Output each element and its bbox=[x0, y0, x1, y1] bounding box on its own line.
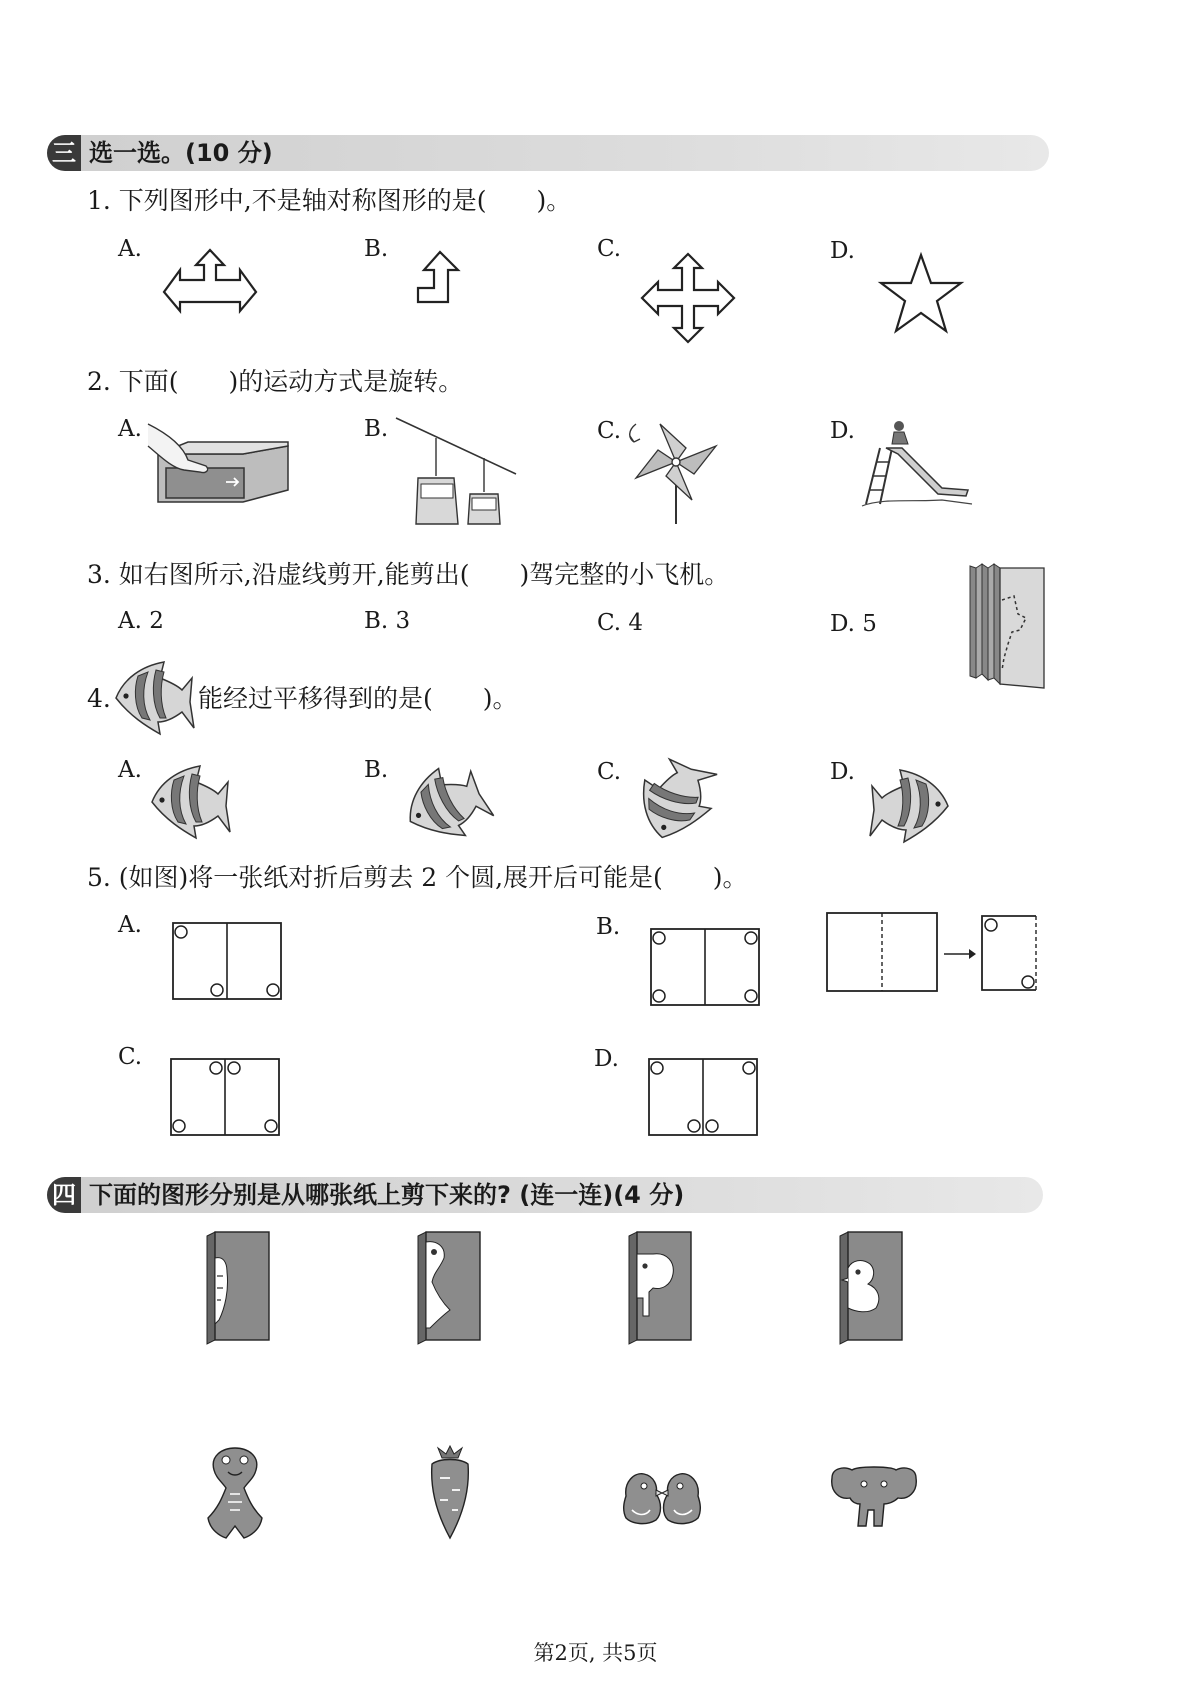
section-4-number: 四 bbox=[47, 1177, 81, 1213]
angelfish-option-a-icon bbox=[148, 760, 230, 840]
q3-option-b[interactable]: B. 3 bbox=[364, 608, 411, 634]
carrot-cutout[interactable] bbox=[426, 1446, 474, 1540]
q4-option-d[interactable]: D. bbox=[830, 759, 855, 785]
folded-paper-chick[interactable] bbox=[838, 1232, 904, 1344]
folded-paper-stack-icon bbox=[968, 560, 1046, 690]
three-way-arrow-icon bbox=[162, 248, 258, 314]
q2-option-a[interactable]: A. bbox=[118, 416, 142, 442]
q5-option-d[interactable]: D. bbox=[594, 1046, 619, 1072]
section-4-header bbox=[47, 1177, 1043, 1213]
angelfish-option-c-icon bbox=[632, 762, 714, 842]
q1-option-d[interactable]: D. bbox=[830, 238, 855, 264]
section-3-number: 三 bbox=[47, 135, 81, 171]
q1-option-c[interactable]: C. bbox=[597, 236, 622, 262]
folded-paper-goldfish[interactable] bbox=[416, 1232, 482, 1344]
q3-option-a[interactable]: A. 2 bbox=[118, 608, 164, 634]
q3-option-c[interactable]: C. 4 bbox=[597, 610, 644, 636]
section-3-header bbox=[47, 135, 1049, 171]
section-4-title: 下面的图形分别是从哪张纸上剪下来的? (连一连)(4 分) bbox=[89, 1181, 685, 1209]
q1-option-b[interactable]: B. bbox=[364, 236, 389, 262]
four-way-arrow-icon bbox=[640, 252, 736, 344]
q4-option-b[interactable]: B. bbox=[364, 757, 389, 783]
q2-option-b[interactable]: B. bbox=[364, 416, 389, 442]
paper-b-figure bbox=[650, 928, 760, 1006]
q3-option-d[interactable]: D. 5 bbox=[830, 611, 877, 637]
bent-arrow-icon bbox=[414, 250, 464, 306]
q4-option-a[interactable]: A. bbox=[118, 757, 142, 783]
folded-paper-elephant[interactable] bbox=[627, 1232, 693, 1344]
angelfish-reference-icon bbox=[112, 656, 194, 736]
q5-option-a[interactable]: A. bbox=[118, 912, 142, 938]
question-1: 1. 下列图形中,不是轴对称图形的是( )。 bbox=[87, 186, 572, 215]
slide-icon bbox=[862, 418, 972, 508]
goldfish-cutout[interactable] bbox=[204, 1446, 266, 1540]
q5-option-b[interactable]: B. bbox=[596, 914, 621, 940]
question-4: 能经过平移得到的是( )。 bbox=[198, 684, 518, 713]
angelfish-option-b-icon bbox=[402, 764, 484, 844]
q2-option-c[interactable]: C. bbox=[597, 418, 622, 444]
section-3-title: 选一选。(10 分) bbox=[89, 139, 273, 167]
page-footer: 第2页, 共5页 bbox=[533, 1641, 658, 1665]
q2-option-d[interactable]: D. bbox=[830, 418, 855, 444]
drawer-pull-icon bbox=[148, 420, 290, 506]
paper-d-figure bbox=[648, 1058, 758, 1136]
cable-car-icon bbox=[396, 416, 518, 528]
pinwheel-icon bbox=[630, 420, 722, 524]
question-5: 5. (如图)将一张纸对折后剪去 2 个圆,展开后可能是( )。 bbox=[87, 863, 748, 892]
q1-option-a[interactable]: A. bbox=[118, 236, 142, 262]
question-4-number: 4. bbox=[87, 684, 111, 713]
q4-option-c[interactable]: C. bbox=[597, 759, 622, 785]
two-chicks-cutout[interactable] bbox=[620, 1466, 704, 1528]
question-2: 2. 下面( )的运动方式是旋转。 bbox=[87, 367, 464, 396]
paper-a-figure bbox=[172, 922, 282, 1000]
q5-option-c[interactable]: C. bbox=[118, 1044, 143, 1070]
question-3: 3. 如右图所示,沿虚线剪开,能剪出( )驾完整的小飞机。 bbox=[87, 560, 730, 589]
fold-demo-figure bbox=[826, 912, 1040, 994]
folded-paper-carrot[interactable] bbox=[205, 1232, 271, 1344]
angelfish-option-d-icon bbox=[870, 764, 952, 844]
paper-c-figure bbox=[170, 1058, 280, 1136]
elephant-cutout[interactable] bbox=[828, 1464, 920, 1528]
star-icon bbox=[878, 252, 964, 334]
